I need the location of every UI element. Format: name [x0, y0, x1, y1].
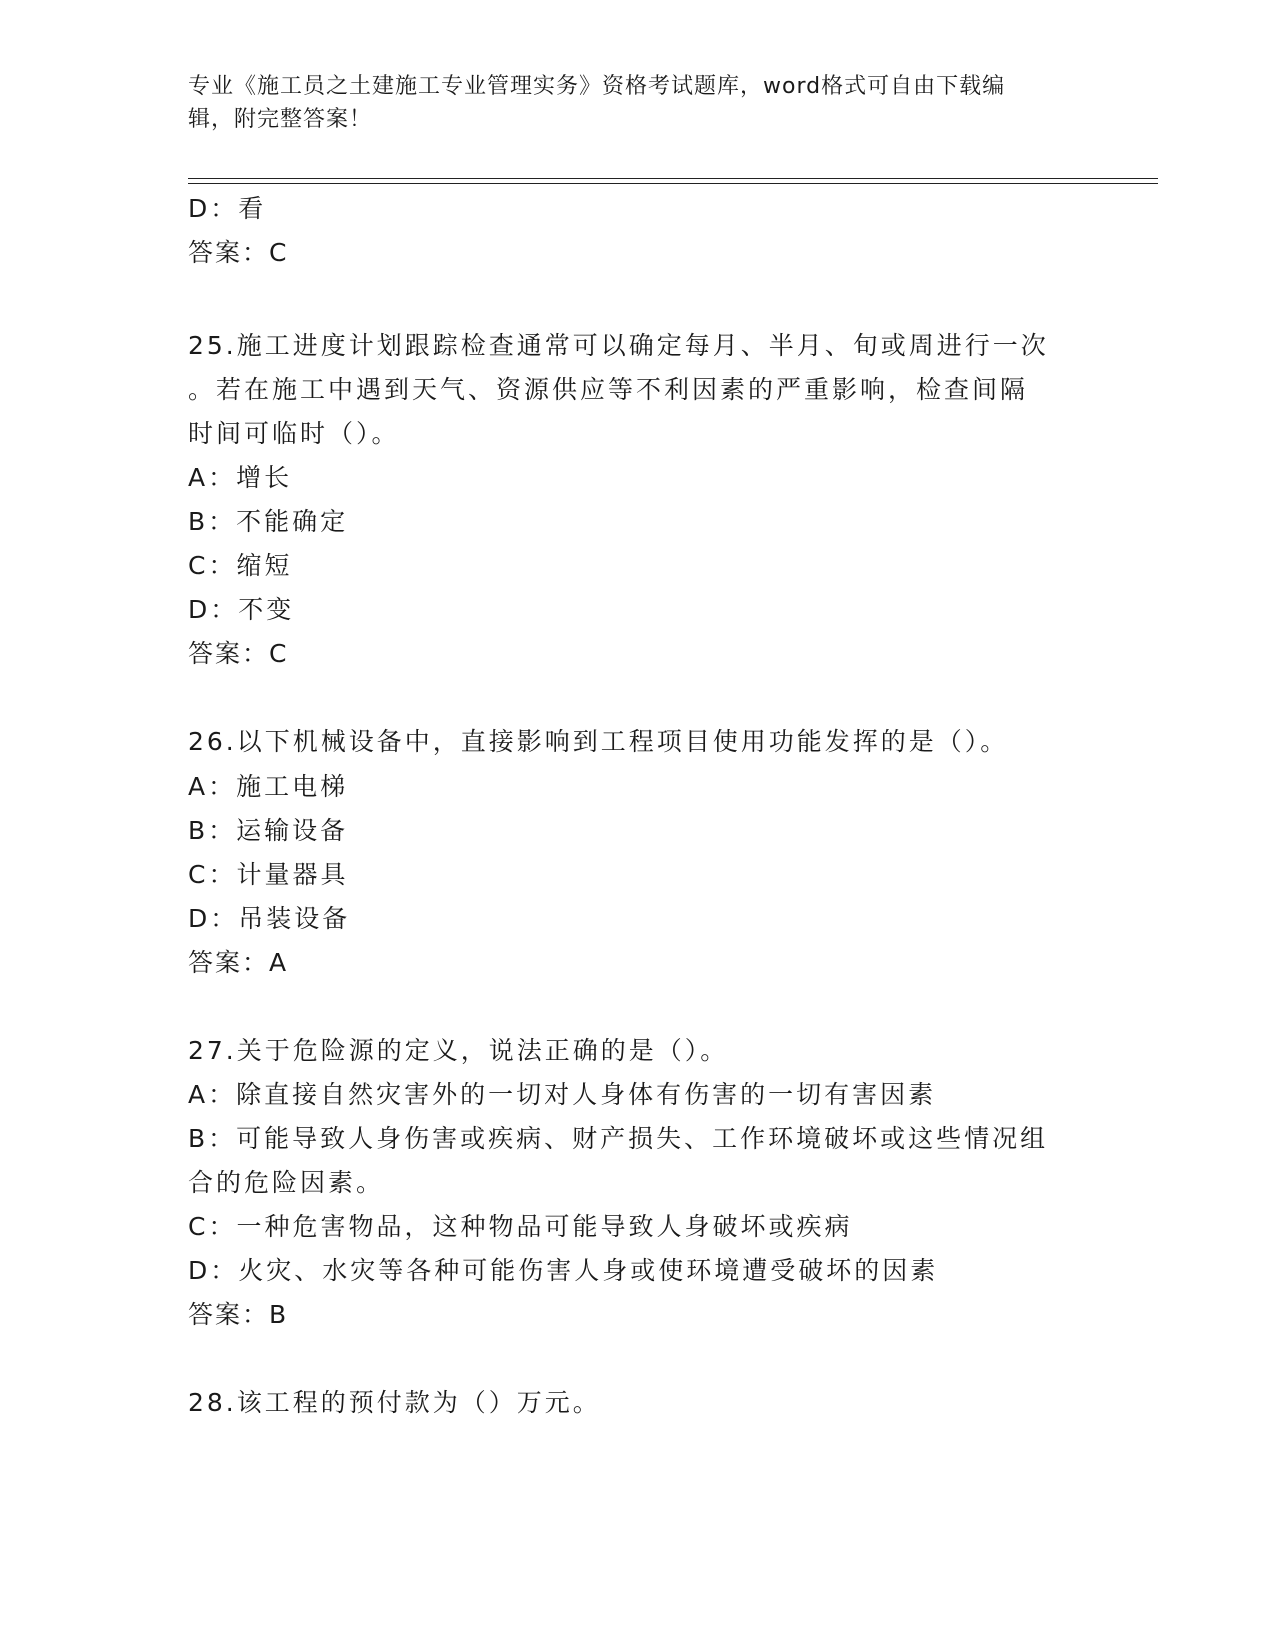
q25-stem-line-1: 25.施工进度计划跟踪检查通常可以确定每月、半月、旬或周进行一次 [188, 331, 1049, 360]
carryover-answer: 答案：C [188, 238, 289, 267]
q26-answer: 答案：A [188, 948, 289, 977]
q25-option-d: D：不变 [188, 595, 295, 624]
q27-option-c: C：一种危害物品，这种物品可能导致人身破坏或疾病 [188, 1212, 853, 1241]
q25-option-a: A：增长 [188, 463, 293, 492]
q27-option-b: B：可能导致人身伤害或疾病、财产损失、工作环境破坏或这些情况组 [188, 1124, 1049, 1153]
document-header [188, 70, 1068, 136]
q25-answer: 答案：C [188, 639, 289, 668]
q26-stem-line-1: 26.以下机械设备中，直接影响到工程项目使用功能发挥的是（）。 [188, 727, 1009, 756]
q25-option-c: C：缩短 [188, 551, 293, 580]
header-line-1: 专业《施工员之土建施工专业管理实务》资格考试题库，word格式可自由下载编 [188, 74, 1006, 99]
q26-option-b: B：运输设备 [188, 816, 349, 845]
q28-stem-line-1: 28.该工程的预付款为（）万元。 [188, 1388, 601, 1417]
q25-option-b: B：不能确定 [188, 507, 349, 536]
carryover-option-d: D：看 [188, 194, 267, 223]
q25-stem-line-3: 时间可临时（）。 [188, 419, 400, 448]
header-divider-top [188, 178, 1158, 179]
q26-option-d: D：吊装设备 [188, 904, 351, 933]
q27-option-b-continued: 合的危险因素。 [188, 1168, 385, 1197]
q27-option-d: D：火灾、水灾等各种可能伤害人身或使环境遭受破坏的因素 [188, 1256, 939, 1285]
q27-option-a: A：除直接自然灾害外的一切对人身体有伤害的一切有害因素 [188, 1080, 937, 1109]
q27-stem-line-1: 27.关于危险源的定义，说法正确的是（）。 [188, 1036, 729, 1065]
header-divider-bottom [188, 183, 1158, 184]
q25-stem-line-2: 。若在施工中遇到天气、资源供应等不利因素的严重影响，检查间隔 [188, 375, 1029, 404]
header-line-2: 辑，附完整答案！ [188, 107, 373, 132]
q27-answer: 答案：B [188, 1300, 289, 1329]
q26-option-a: A：施工电梯 [188, 772, 349, 801]
q26-option-c: C：计量器具 [188, 860, 349, 889]
